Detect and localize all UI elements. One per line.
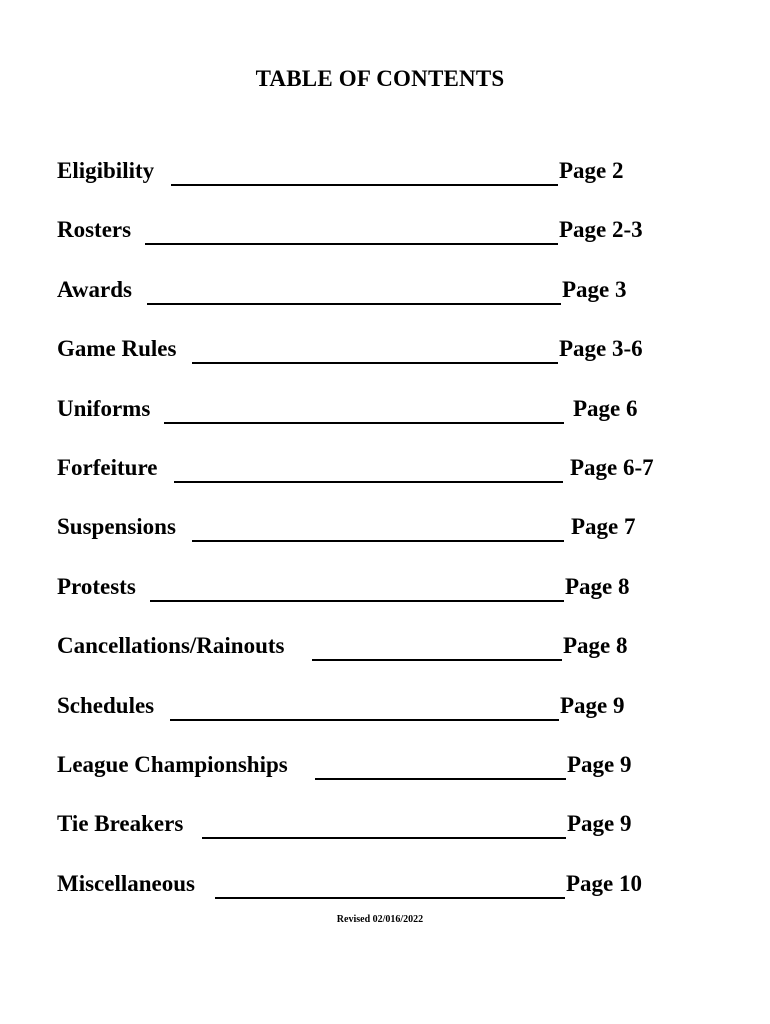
toc-entry-page: Page 2 xyxy=(559,158,624,183)
toc-entry-page: Page 9 xyxy=(560,692,625,718)
toc-entry-label: Cancellations/Rainouts xyxy=(57,633,285,659)
leader-line xyxy=(145,243,558,245)
toc-entry-forfeiture xyxy=(57,450,697,509)
toc-entry-tie-breakers xyxy=(57,806,697,865)
leader-line xyxy=(202,837,566,839)
leader-line xyxy=(215,897,565,899)
toc-entry-label: Uniforms xyxy=(57,395,151,421)
toc-entry-page: Page 2-3 xyxy=(559,217,643,243)
toc-entry-page: Page 6-7 xyxy=(570,454,654,480)
leader-line xyxy=(150,600,564,602)
toc-entry-page: Page 8 xyxy=(565,573,630,599)
leader-line xyxy=(312,659,562,661)
toc-entry-awards xyxy=(57,272,697,331)
leader-line xyxy=(170,719,559,721)
leader-line xyxy=(174,481,563,483)
toc-entry-eligibility xyxy=(57,153,697,212)
toc-list xyxy=(57,153,697,925)
toc-entry-label: Schedules xyxy=(57,692,155,718)
toc-entry-page: Page 3-6 xyxy=(559,336,643,362)
toc-entry-protests xyxy=(57,569,697,628)
toc-entry-label: Suspensions xyxy=(57,514,176,540)
toc-entry-label: League Championships xyxy=(57,751,288,777)
toc-entry-label: Forfeiture xyxy=(57,454,158,480)
leader-line xyxy=(147,303,561,305)
toc-entry-label: Eligibility xyxy=(57,158,155,183)
toc-entry-label: Miscellaneous xyxy=(57,870,195,896)
toc-entry-league-championships xyxy=(57,747,697,806)
toc-entry-game-rules xyxy=(57,331,697,390)
toc-entry-label: Game Rules xyxy=(57,336,177,362)
toc-entry-page: Page 9 xyxy=(567,811,632,837)
toc-entry-suspensions xyxy=(57,509,697,568)
leader-line xyxy=(192,540,564,542)
leader-line xyxy=(315,778,566,780)
toc-entry-page: Page 3 xyxy=(562,276,627,302)
toc-entry-page: Page 9 xyxy=(567,751,632,777)
toc-entry-label: Tie Breakers xyxy=(57,811,184,837)
toc-entry-label: Awards xyxy=(57,276,132,302)
toc-entry-uniforms xyxy=(57,391,697,450)
revised-note: Revised 02/016/2022 xyxy=(336,914,424,925)
leader-line xyxy=(192,362,558,364)
toc-entry-label: Protests xyxy=(57,573,136,599)
leader-line xyxy=(164,422,564,424)
leader-line xyxy=(171,184,558,186)
toc-entry-page: Page 6 xyxy=(573,395,638,421)
toc-entry-schedules xyxy=(57,688,697,747)
toc-entry-rosters xyxy=(57,212,697,271)
page-title: TABLE OF CONTENTS xyxy=(255,66,505,91)
toc-entry-page: Page 7 xyxy=(571,514,636,540)
toc-entry-page: Page 8 xyxy=(563,633,628,659)
toc-entry-cancellations-rainouts xyxy=(57,628,697,687)
toc-entry-page: Page 10 xyxy=(566,870,643,896)
toc-entry-label: Rosters xyxy=(57,217,132,243)
